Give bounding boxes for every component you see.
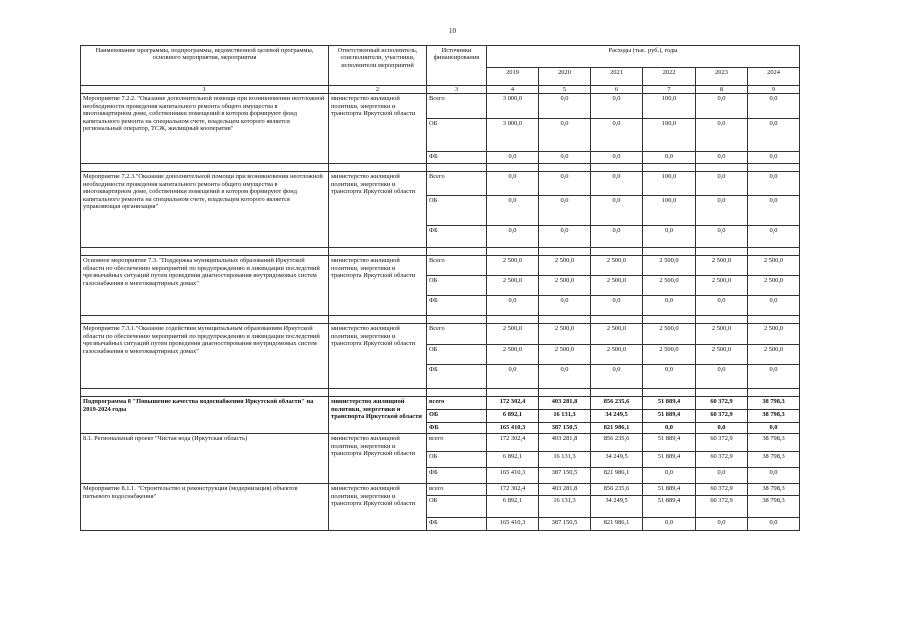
executor-cell: министерство жилищной политики, энергетики и транспорта Иркутской области [329,324,427,389]
spacer-cell [81,316,329,324]
amount-cell: 2 500,0 [487,324,539,345]
spacer-cell [81,164,329,172]
amount-cell: 0,0 [539,226,591,248]
funding-source-cell: ФБ [427,226,487,248]
amount-cell: 51 889,4 [643,434,696,452]
amount-cell: 0,0 [696,226,748,248]
spacer-cell [643,389,696,397]
amount-cell: 0,0 [591,172,643,196]
amount-cell: 0,0 [539,296,591,316]
amount-cell: 2 500,0 [487,345,539,365]
program-name-cell: Мероприятие 7.3.1."Оказание содействия муниципальным образованиям Иркутской области по обеспечению мероприятий по предупреждению и ликвидации последствий чрезвычайных ситуаций путем проведения диагностирования внутридомовых систем газоснабжения в многоквартирных домах" [81,324,329,389]
amount-cell: 0,0 [748,152,800,164]
spacer-cell [696,164,748,172]
program-name-cell: Мероприятие 7.2.3."Оказание дополнительной помощи при возникновении неотложной необходимости проведения капитального ремонта общего имущества в многоквартирном доме, собственники помещений в котором формируют фонд капитального ремонта на специальном счете, владельцем которого является управляющая организация" [81,172,329,248]
column-number: 1 [81,86,329,94]
amount-cell: 0,0 [643,296,696,316]
amount-cell: 165 410,3 [487,423,539,434]
amount-cell: 60 372,9 [696,397,748,410]
funding-source-cell: ОБ [427,276,487,296]
amount-cell: 2 500,0 [643,324,696,345]
header-year: 2019 [487,68,539,86]
amount-cell: 0,0 [591,365,643,389]
amount-cell: 100,0 [643,196,696,226]
amount-cell: 60 372,9 [696,496,748,518]
amount-cell: 51 889,4 [643,397,696,410]
amount-cell: 403 281,8 [539,434,591,452]
spacer-cell [696,248,748,256]
amount-cell: 0,0 [643,152,696,164]
amount-cell: 0,0 [591,196,643,226]
amount-cell: 16 131,3 [539,452,591,468]
amount-cell: 0,0 [487,226,539,248]
amount-cell: 2 500,0 [591,324,643,345]
funding-source-cell: ОБ [427,345,487,365]
column-number: 5 [539,86,591,94]
header-year: 2021 [591,68,643,86]
executor-cell: министерство жилищной политики, энергетики и транспорта Иркутской области [329,94,427,164]
amount-cell: 0,0 [591,226,643,248]
spacer-cell [539,164,591,172]
amount-cell: 60 372,9 [696,434,748,452]
header-year: 2022 [643,68,696,86]
amount-cell: 0,0 [643,226,696,248]
spacer-cell [696,316,748,324]
column-number: 7 [643,86,696,94]
funding-source-cell: ФБ [427,365,487,389]
funding-source-cell: ОБ [427,196,487,226]
amount-cell: 0,0 [696,423,748,434]
spacer-cell [329,389,427,397]
table-row [81,434,800,452]
amount-cell: 0,0 [487,196,539,226]
amount-cell: 2 500,0 [696,276,748,296]
header-name-column: Наименование программы, подпрограммы, ведомственной целевой программы, основного мероприятия, мероприятия [81,46,329,86]
amount-cell: 856 235,6 [591,397,643,410]
amount-cell: 0,0 [748,196,800,226]
amount-cell: 172 302,4 [487,434,539,452]
budget-table [80,45,800,531]
amount-cell: 2 500,0 [539,345,591,365]
amount-cell: 0,0 [696,365,748,389]
funding-source-cell: ОБ [427,119,487,152]
header-expenses: Расходы (тыс. руб.), годы [487,46,800,68]
amount-cell: 34 249,5 [591,452,643,468]
amount-cell: 38 798,3 [748,496,800,518]
amount-cell: 51 889,4 [643,452,696,468]
amount-cell: 38 798,3 [748,410,800,423]
page-number: 10 [449,27,456,35]
amount-cell: 34 249,5 [591,496,643,518]
program-name-cell: Мероприятие 8.1.1. "Строительство и реконструкция (модернизация) объектов питьевого водоснабжения" [81,484,329,531]
amount-cell: 0,0 [696,468,748,484]
amount-cell: 0,0 [591,94,643,119]
amount-cell: 2 500,0 [696,256,748,276]
spacer-cell [427,389,487,397]
amount-cell: 0,0 [591,296,643,316]
header-year: 2024 [748,68,800,86]
spacer-cell [427,248,487,256]
amount-cell: 2 500,0 [748,345,800,365]
amount-cell: 2 500,0 [539,276,591,296]
amount-cell: 2 500,0 [487,256,539,276]
funding-source-cell: Всего [427,94,487,119]
amount-cell: 0,0 [643,468,696,484]
funding-source-cell: ФБ [427,152,487,164]
spacer-cell [487,164,539,172]
spacer-cell [329,316,427,324]
column-number: 2 [329,86,427,94]
funding-source-cell: ФБ [427,518,487,531]
amount-cell: 16 131,3 [539,496,591,518]
spacer-row [81,316,800,324]
amount-cell: 403 281,8 [539,397,591,410]
amount-cell: 60 372,9 [696,452,748,468]
amount-cell: 0,0 [487,296,539,316]
amount-cell: 38 798,3 [748,452,800,468]
executor-cell: министерство жилищной политики, энергетики и транспорта Иркутской области [329,434,427,484]
amount-cell: 0,0 [487,172,539,196]
amount-cell: 16 131,3 [539,410,591,423]
spacer-cell [643,164,696,172]
header-year: 2020 [539,68,591,86]
amount-cell: 0,0 [539,94,591,119]
executor-cell: министерство жилищной политики, энергетики и транспорта Иркутской области [329,484,427,531]
spacer-cell [329,164,427,172]
amount-cell: 0,0 [539,365,591,389]
table-row [81,324,800,345]
funding-source-cell: Всего [427,324,487,345]
amount-cell: 6 892,1 [487,496,539,518]
amount-cell: 2 500,0 [696,345,748,365]
amount-cell: 387 150,5 [539,423,591,434]
spacer-cell [643,316,696,324]
amount-cell: 38 798,3 [748,397,800,410]
amount-cell: 6 892,1 [487,410,539,423]
amount-cell: 2 500,0 [643,256,696,276]
spacer-cell [591,248,643,256]
amount-cell: 60 372,9 [696,410,748,423]
program-name-cell: 8.1. Региональный проект "Чистая вода (Иркутская область) [81,434,329,484]
amount-cell: 0,0 [487,152,539,164]
executor-cell: министерство жилищной политики, энергетики и транспорта Иркутской области [329,172,427,248]
amount-cell: 60 372,9 [696,484,748,496]
funding-source-cell: ФБ [427,423,487,434]
funding-source-cell: всего [427,484,487,496]
column-number: 3 [427,86,487,94]
amount-cell: 0,0 [748,423,800,434]
spacer-cell [487,389,539,397]
header-executor-column: Ответственный исполнитель, соисполнители, участники, исполнители мероприятий [329,46,427,86]
amount-cell: 387 150,5 [539,518,591,531]
amount-cell: 51 889,4 [643,496,696,518]
amount-cell: 821 986,1 [591,518,643,531]
spacer-row [81,389,800,397]
amount-cell: 2 500,0 [748,256,800,276]
spacer-row [81,248,800,256]
amount-cell: 0,0 [643,518,696,531]
amount-cell: 0,0 [696,94,748,119]
funding-source-cell: ОБ [427,496,487,518]
amount-cell: 38 798,3 [748,434,800,452]
column-numbers-row [81,86,800,94]
amount-cell: 2 500,0 [591,256,643,276]
amount-cell: 0,0 [696,518,748,531]
spacer-cell [329,248,427,256]
column-number: 4 [487,86,539,94]
amount-cell: 100,0 [643,94,696,119]
amount-cell: 0,0 [748,365,800,389]
funding-source-cell: ФБ [427,296,487,316]
amount-cell: 165 410,3 [487,518,539,531]
amount-cell: 2 500,0 [748,276,800,296]
amount-cell: 0,0 [696,296,748,316]
spacer-cell [696,389,748,397]
amount-cell: 3 000,0 [487,94,539,119]
amount-cell: 172 302,4 [487,484,539,496]
column-number: 8 [696,86,748,94]
amount-cell: 2 500,0 [696,324,748,345]
spacer-row [81,164,800,172]
amount-cell: 172 302,4 [487,397,539,410]
amount-cell: 0,0 [539,119,591,152]
amount-cell: 856 235,6 [591,484,643,496]
spacer-cell [748,248,800,256]
amount-cell: 0,0 [748,226,800,248]
program-name-cell: Подпрограмма 8 "Повышение качества водоснабжения Иркутской области" на 2019-2024 годы [81,397,329,434]
amount-cell: 0,0 [591,152,643,164]
header-year: 2023 [696,68,748,86]
spacer-cell [748,389,800,397]
amount-cell: 0,0 [539,196,591,226]
amount-cell: 0,0 [539,172,591,196]
funding-source-cell: ОБ [427,410,487,423]
amount-cell: 100,0 [643,119,696,152]
amount-cell: 2 500,0 [591,276,643,296]
amount-cell: 2 500,0 [643,276,696,296]
amount-cell: 0,0 [748,296,800,316]
amount-cell: 6 892,1 [487,452,539,468]
amount-cell: 0,0 [748,172,800,196]
program-name-cell: Мероприятие 7.2.2. "Оказание дополнительной помощи при возникновении неотложной необходимости проведения капитального ремонта общего имущества в многоквартирном доме, собственники помещений в котором формируют фонд капитального ремонта на специальном счете, владельцем которого является региональный оператор, ТСЖ, жилищный кооператив" [81,94,329,164]
table-row [81,256,800,276]
amount-cell: 165 410,3 [487,468,539,484]
spacer-cell [487,248,539,256]
amount-cell: 0,0 [591,119,643,152]
table-row [81,172,800,196]
amount-cell: 0,0 [539,152,591,164]
funding-source-cell: ФБ [427,468,487,484]
amount-cell: 0,0 [696,152,748,164]
funding-source-cell: Всего [427,172,487,196]
amount-cell: 856 235,6 [591,434,643,452]
amount-cell: 0,0 [748,94,800,119]
amount-cell: 403 281,8 [539,484,591,496]
amount-cell: 821 986,1 [591,423,643,434]
amount-cell: 2 500,0 [487,276,539,296]
amount-cell: 0,0 [643,423,696,434]
amount-cell: 0,0 [696,119,748,152]
amount-cell: 38 798,3 [748,484,800,496]
amount-cell: 0,0 [748,119,800,152]
amount-cell: 387 150,5 [539,468,591,484]
spacer-cell [643,248,696,256]
funding-source-cell: всего [427,397,487,410]
amount-cell: 821 986,1 [591,468,643,484]
funding-source-cell: ОБ [427,452,487,468]
table-row [81,94,800,119]
funding-source-cell: Всего [427,256,487,276]
amount-cell: 0,0 [643,365,696,389]
amount-cell: 51 889,4 [643,484,696,496]
spacer-cell [427,316,487,324]
amount-cell: 2 500,0 [643,345,696,365]
amount-cell: 0,0 [696,196,748,226]
spacer-cell [539,389,591,397]
amount-cell: 0,0 [487,365,539,389]
spacer-cell [487,316,539,324]
amount-cell: 0,0 [696,172,748,196]
spacer-cell [539,248,591,256]
column-number: 9 [748,86,800,94]
spacer-cell [539,316,591,324]
spacer-cell [591,316,643,324]
funding-source-cell: всего [427,434,487,452]
executor-cell: министерство жилищной политики, энергетики и транспорта Иркутской области [329,256,427,316]
spacer-cell [427,164,487,172]
column-number: 6 [591,86,643,94]
spacer-cell [591,389,643,397]
header-source-column: Источники финансирования [427,46,487,86]
table-row [81,397,800,410]
spacer-cell [591,164,643,172]
amount-cell: 2 500,0 [539,324,591,345]
amount-cell: 0,0 [748,518,800,531]
executor-cell: министерство жилищной политики, энергетики и транспорта Иркутской области [329,397,427,434]
spacer-cell [81,389,329,397]
amount-cell: 34 249,5 [591,410,643,423]
amount-cell: 2 500,0 [539,256,591,276]
program-name-cell: Основное мероприятие 7.3. "Поддержка муниципальных образований Иркутской области по обеспечению мероприятий по предупреждению и ликвидации последствий чрезвычайных ситуаций путем проведения диагностирования внутридомовых систем газоснабжения в многоквартирных домах" [81,256,329,316]
amount-cell: 51 889,4 [643,410,696,423]
table-body [81,86,800,531]
table-row [81,484,800,496]
amount-cell: 0,0 [748,468,800,484]
spacer-cell [748,316,800,324]
amount-cell: 3 000,0 [487,119,539,152]
spacer-cell [81,248,329,256]
amount-cell: 100,0 [643,172,696,196]
spacer-cell [748,164,800,172]
amount-cell: 2 500,0 [748,324,800,345]
amount-cell: 2 500,0 [591,345,643,365]
